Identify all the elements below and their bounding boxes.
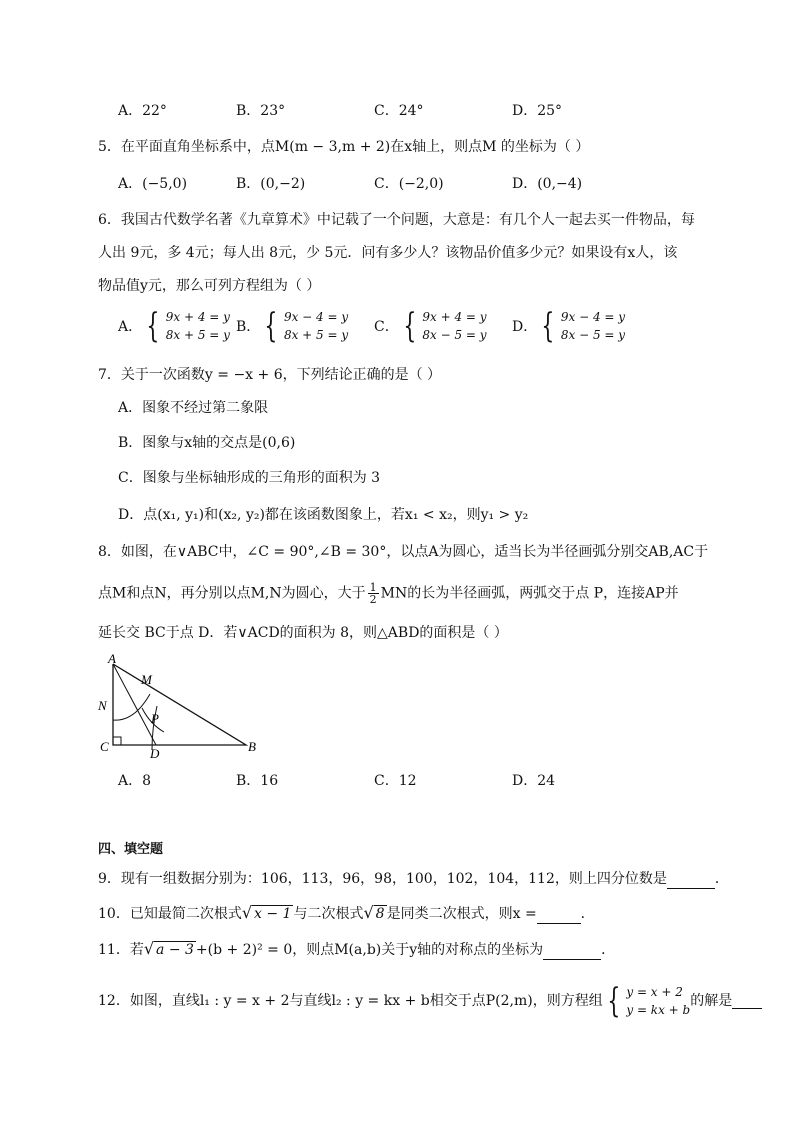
brace-icon: { bbox=[607, 981, 621, 1021]
answer-blank[interactable] bbox=[732, 994, 762, 1009]
q6-option-d bbox=[512, 308, 625, 344]
q8-stem-line2-part2: MN的长为半径画弧，两弧交于点 P，连接AP并 bbox=[380, 585, 679, 602]
q12: 12．如图，直线l₁ : y = x + 2与直线l₂ : y = kx + b相交于点P(2,m)，则方程组 { y = x + 2 y = kx + b 的解是 bbox=[98, 983, 762, 1019]
q6-stem-line3: 物品值y元，那么可列方程组为（ ） bbox=[98, 278, 321, 294]
equation: 8x − 5 = y bbox=[560, 328, 626, 342]
radicand: a − 3 bbox=[156, 942, 194, 958]
q7-option-a: A．图象不经过第二象限 bbox=[118, 400, 269, 416]
answer-blank[interactable] bbox=[543, 945, 601, 960]
triangle-abc bbox=[113, 664, 246, 745]
equation: 8x + 5 = y bbox=[165, 328, 230, 342]
q10: 10．已知最简二次根式√ x − 1 与二次根式√ 8 是同类二次根式，则x = ． bbox=[98, 903, 595, 922]
equation: 9x + 4 = y bbox=[165, 310, 230, 324]
q5-option-d: D．(0,−4) bbox=[512, 176, 583, 192]
section-title: 四、填空题 bbox=[98, 842, 164, 857]
q5-stem: 5．在平面直角坐标系中，点M(m − 3,m + 2)在x轴上，则点M 的坐标为（ ） bbox=[98, 139, 590, 155]
equation: 8x − 5 = y bbox=[422, 328, 487, 342]
radicand: x − 1 bbox=[254, 906, 292, 922]
label-b: B bbox=[248, 739, 256, 754]
q6-option-a bbox=[118, 308, 230, 344]
q8-figure bbox=[92, 650, 272, 765]
label-p: P bbox=[151, 711, 159, 726]
brace-icon: { bbox=[541, 306, 555, 346]
brace-icon: { bbox=[403, 306, 417, 346]
q4-option-a: A．22° bbox=[118, 103, 167, 119]
answer-blank[interactable] bbox=[537, 909, 581, 924]
equation: 9x − 4 = y bbox=[560, 310, 626, 324]
q11: 11．若√ a − 3 +(b + 2)² = 0，则点M(a,b)关于y轴的对称点的坐标为 ． bbox=[98, 939, 616, 958]
q6-option-c bbox=[374, 308, 487, 344]
brace-icon: { bbox=[264, 306, 278, 346]
q4-option-b: B．23° bbox=[236, 103, 286, 119]
q5-option-c: C．(−2,0) bbox=[374, 176, 444, 192]
q6-stem-line1: 6．我国古代数学名著《九章算术》中记载了一个问题，大意是：有几个人一起去买一件物品，每 bbox=[98, 212, 695, 228]
q8-stem-line2-part1: 点M和点N，再分别以点M,N为圆心，大于 bbox=[98, 585, 366, 602]
option-label: A． bbox=[118, 319, 143, 335]
q8-option-d: D．24 bbox=[512, 773, 556, 789]
option-label: D． bbox=[512, 319, 538, 335]
q7-option-d: D．点(x₁, y₁)和(x₂, y₂)都在该函数图象上，若x₁ < x₂，则y₁ > y₂ bbox=[118, 507, 529, 523]
sqrt-icon: √ bbox=[143, 939, 155, 958]
equation: 9x + 4 = y bbox=[422, 310, 487, 324]
q7-option-c: C．图象与坐标轴形成的三角形的面积为 3 bbox=[118, 470, 381, 486]
right-angle-mark bbox=[113, 737, 121, 745]
q8-stem-line1: 8．如图，在∨ABC中，∠C = 90°,∠B = 30°，以点A为圆心，适当长为半径画弧分别交AB,AC于 bbox=[98, 544, 709, 560]
equation: y = x + 2 bbox=[626, 985, 683, 999]
label-n: N bbox=[98, 698, 107, 713]
equation: y = kx + b bbox=[626, 1003, 691, 1017]
q9-text: 9．现有一组数据分别为：106，113，96，98，100，102，104，112，则上四分位数是 bbox=[98, 871, 667, 887]
radicand: 8 bbox=[375, 906, 385, 922]
label-m: M bbox=[141, 672, 152, 687]
label-a: A bbox=[108, 651, 116, 666]
equation: 8x + 5 = y bbox=[283, 328, 349, 342]
q7-stem: 7．关于一次函数y = −x + 6，下列结论正确的是（ ） bbox=[98, 367, 442, 383]
answer-blank[interactable] bbox=[667, 874, 715, 889]
q8-option-a: A．8 bbox=[118, 773, 152, 789]
q5-option-a: A．(−5,0) bbox=[118, 176, 188, 192]
sqrt-icon: √ bbox=[363, 903, 374, 922]
q8-option-b: B．16 bbox=[236, 773, 279, 789]
option-label: B． bbox=[236, 319, 261, 335]
q12-text: 12．如图，直线l₁ : y = x + 2与直线l₂ : y = kx + b相交于点P(2,m)，则方程组 bbox=[98, 993, 603, 1009]
q8-stem-line2 bbox=[98, 582, 679, 605]
q8-option-c: C．12 bbox=[374, 773, 417, 789]
q7-option-b: B．图象与x轴的交点是(0,6) bbox=[118, 435, 296, 451]
q9: 9．现有一组数据分别为：106，113，96，98，100，102，104，112，则上四分位数是 ． bbox=[98, 871, 729, 887]
fraction: $\frac{1}{2}$ bbox=[369, 581, 377, 606]
q5-option-b: B．(0,−2) bbox=[236, 176, 306, 192]
q4-option-d: D．25° bbox=[512, 103, 563, 119]
brace-icon: { bbox=[146, 306, 160, 346]
label-d: D bbox=[150, 746, 160, 761]
q6-stem-line2: 人出 9元，多 4元；每人出 8元，少 5元．问有多少人？该物品价值多少元？如果设有x人，该 bbox=[98, 245, 678, 261]
q8-stem-line3: 延长交 BC于点 D．若∨ACD的面积为 8，则△ABD的面积是（ ） bbox=[98, 625, 508, 641]
q6-option-b bbox=[236, 308, 348, 344]
equation: 9x − 4 = y bbox=[283, 310, 349, 324]
sqrt-icon: √ bbox=[241, 903, 253, 922]
option-label: C． bbox=[374, 319, 399, 335]
label-c: C bbox=[100, 739, 109, 754]
q4-option-c: C．24° bbox=[374, 103, 424, 119]
